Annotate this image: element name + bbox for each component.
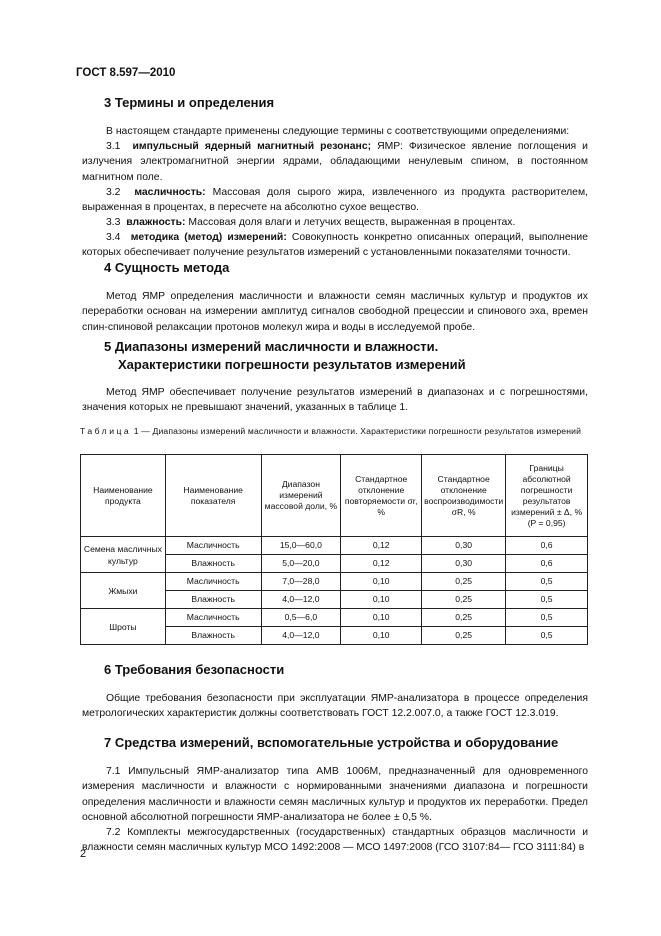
indicator-cell: Влажность	[165, 627, 261, 645]
reproducibility-cell: 0,25	[422, 573, 506, 591]
repeatability-cell: 0,12	[341, 537, 422, 555]
term-3-3-definition: Массовая доля влаги и летучих веществ, выраженная в процентах.	[185, 217, 516, 228]
header-error-limits	[506, 455, 588, 537]
reproducibility-cell: 0,25	[422, 627, 506, 645]
header-product-label: Наименование продукта	[93, 484, 153, 506]
header-range-label: Диапазон измерений массовой доли, %	[264, 479, 338, 511]
product-cell: Шроты	[81, 609, 166, 645]
table-row	[81, 573, 588, 591]
header-reproducibility	[422, 455, 506, 537]
section-6-paragraph: Общие требования безопасности при эксплуатации ЯМР-анализатора в процессе определения метрологических характеристик должны соответствовать ГОСТ 12.2.007.0, а также ГОСТ 12.3.019.	[82, 693, 588, 720]
range-cell: 4,0—12,0	[261, 627, 341, 645]
term-3-2-term: масличность:	[134, 187, 206, 198]
section-7-1-paragraph: 7.1 Импульсный ЯМР-анализатор типа АМВ 1006М, предназначенный для одновременного измерения масличности и влажности с нормированными значениями диапазона и погрешности определения масличности и влажности семян масличных культур и продуктов их переработки. Предел основной абсолютной погрешности ЯМР-анализатора не более ± 0,5 %.	[82, 766, 588, 823]
table-header-row	[81, 455, 588, 537]
section-4-paragraph: Метод ЯМР определения масличности и влажности семян масличных культур и продуктов их переработки основан на измерении амплитуд сигналов свободной прецессии и спинового эха, времен спин-спиновой релаксации протонов молекул жира и воды в исследуемой пробе.	[82, 291, 588, 333]
term-3-4-number: 3.4	[106, 232, 121, 243]
term-3-2-number: 3.2	[106, 187, 121, 198]
product-cell: Жмыхи	[81, 573, 166, 609]
header-indicator-label: Наименование показателя	[183, 484, 243, 506]
repeatability-cell: 0,10	[341, 573, 422, 591]
term-3-1	[82, 139, 588, 185]
repeatability-cell: 0,10	[341, 627, 422, 645]
product-cell: Семена масличных культур	[81, 537, 166, 573]
error-limit-cell: 0,6	[506, 537, 588, 555]
term-3-1-definition: ЯМР: Физическое явление поглощения и излучения электромагнитной энергии ядрами, обладающими ненулевым спином, в постоянном магнитном поле.	[82, 141, 588, 183]
term-3-3	[82, 215, 588, 230]
repeatability-cell: 0,10	[341, 591, 422, 609]
repeatability-cell: 0,10	[341, 609, 422, 627]
section-7-1	[82, 764, 588, 825]
indicator-cell: Масличность	[165, 609, 261, 627]
section-5-heading-line2: Характеристики погрешности результатов измерений	[118, 357, 466, 372]
reproducibility-cell: 0,25	[422, 591, 506, 609]
reproducibility-cell: 0,30	[422, 537, 506, 555]
table-1-caption-text: 1 — Диапазоны измерений масличности и влажности. Характеристики погрешности результатов измерений	[131, 426, 582, 436]
header-repeatability	[341, 455, 422, 537]
term-3-4-term: методика (метод) измерений:	[130, 232, 287, 243]
term-3-4	[82, 230, 588, 261]
header-error-limits-label: Границы абсолютной погрешности результатов измерений ± Δ, % (P = 0,95)	[511, 462, 583, 528]
header-reproducibility-label: Стандартное отклонение воспроизводимости σR, %	[424, 473, 504, 517]
indicator-cell: Масличность	[165, 537, 261, 555]
range-cell: 0,5—6,0	[261, 609, 341, 627]
term-3-3-term: влажность:	[126, 217, 186, 228]
term-3-1-term: импульсный ядерный магнитный резонанс;	[132, 141, 372, 152]
term-3-1-number: 3.1	[106, 141, 121, 152]
reproducibility-cell: 0,30	[422, 555, 506, 573]
header-range	[261, 455, 341, 537]
repeatability-cell: 0,12	[341, 555, 422, 573]
section-5-text	[82, 385, 588, 416]
range-cell: 7,0—28,0	[261, 573, 341, 591]
table-row	[81, 537, 588, 555]
error-limit-cell: 0,5	[506, 627, 588, 645]
section-5-paragraph: Метод ЯМР обеспечивает получение результатов измерений в диапазонах и с погрешностями, значения которых не превышают значений, указанных в таблице 1.	[82, 387, 588, 414]
reproducibility-cell: 0,25	[422, 609, 506, 627]
term-3-3-number: 3.3	[106, 217, 121, 228]
section-7-2	[82, 825, 588, 856]
error-limit-cell: 0,5	[506, 591, 588, 609]
error-limit-cell: 0,5	[506, 573, 588, 591]
section-5-heading-line1: 5 Диапазоны измерений масличности и влажности.	[104, 339, 439, 354]
section-7-2-paragraph: 7.2 Комплекты межгосударственных (государственных) стандартных образцов масличности и влажности семян масличных культур МСО 1492:2008 — МСО 1497:2008 (ГСО 3107:84— ГСО 3111:84) в	[82, 827, 588, 854]
header-repeatability-label: Стандартное отклонение повторяемости σr, %	[344, 473, 418, 517]
indicator-cell: Влажность	[165, 591, 261, 609]
error-limit-cell: 0,6	[506, 555, 588, 573]
term-3-2	[82, 185, 588, 216]
table-1	[80, 454, 588, 645]
section-7-heading: 7 Средства измерений, вспомогательные устройства и оборудование	[104, 735, 559, 750]
header-indicator	[165, 455, 261, 537]
table-row	[81, 609, 588, 627]
term-3-2-definition: Массовая доля сырого жира, извлеченного из продукта растворителем, выраженная в процентах, в пересчете на абсолютно сухое вещество.	[82, 187, 588, 214]
range-cell: 15,0—60,0	[261, 537, 341, 555]
range-cell: 4,0—12,0	[261, 591, 341, 609]
section-3-heading: 3 Термины и определения	[104, 95, 275, 110]
indicator-cell: Влажность	[165, 555, 261, 573]
section-6-heading: 6 Требования безопасности	[104, 662, 285, 677]
error-limit-cell: 0,5	[506, 609, 588, 627]
section-4-text	[82, 289, 588, 335]
section-6-text	[82, 691, 588, 722]
section-3-intro-text: В настоящем стандарте применены следующие термины с соответствующими определениями:	[106, 126, 570, 137]
section-4-heading: 4 Сущность метода	[104, 260, 230, 275]
range-cell: 5,0—20,0	[261, 555, 341, 573]
section-3-intro	[82, 124, 588, 139]
header-product	[81, 455, 166, 537]
page-number: 2	[80, 848, 87, 860]
term-3-4-definition: Совокупность конкретно описанных операций, выполнение которых обеспечивает получение результатов измерений с установленными показателями точности.	[82, 232, 588, 259]
document-header: ГОСТ 8.597—2010	[76, 67, 176, 79]
table-1-caption	[80, 425, 588, 437]
indicator-cell: Масличность	[165, 573, 261, 591]
table-1-caption-label: Таблица	[80, 426, 132, 436]
